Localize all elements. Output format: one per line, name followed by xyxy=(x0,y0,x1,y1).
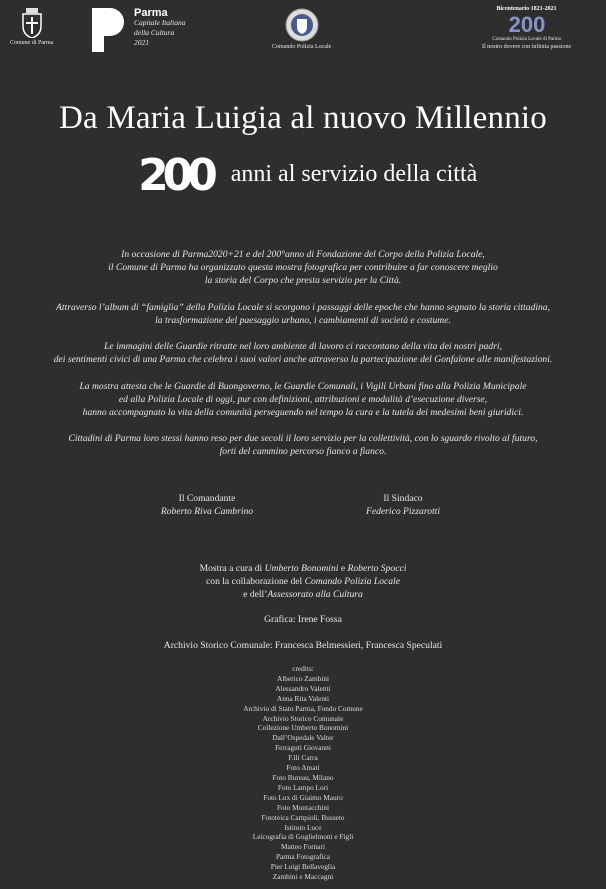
parma-p-icon xyxy=(92,8,126,52)
polizia-caption: Comando Polizia Locale xyxy=(272,44,332,50)
credit-item: Pier Luigi Bellaveglia xyxy=(270,862,336,872)
credit-item: Dall’Ospedale Valter xyxy=(272,733,334,743)
parma-title: Parma xyxy=(134,7,168,19)
credit-item: Foto Lux di Giaimo Mauro xyxy=(263,792,343,802)
archivio-credit: Archivio Storico Comunale: Francesca Belmessieri, Francesca Speculati xyxy=(163,640,443,651)
parma-capitale-cultura-logo xyxy=(92,8,185,52)
credit-item: Foto Bureau, Milano xyxy=(272,772,334,782)
intro-paragraph-3 xyxy=(0,340,606,366)
credit-item: Foto Lampo Lori xyxy=(277,782,329,792)
intro-line: Attraverso l’album di “famiglia” della Polizia Locale si scorgono i passaggi delle epoche che hanno segnato la storia cittadina, xyxy=(56,301,550,313)
intro-paragraph-5 xyxy=(0,432,606,458)
parma-year: 2021 xyxy=(134,38,149,47)
intro-line: Le immagini delle Guardie ritratte nel loro ambiente di lavoro ci raccontano della vita dei nostri padri, xyxy=(104,341,502,352)
signature-role: Il Sindaco xyxy=(383,493,423,504)
intro-line: ed alla Polizia Locale di oggi, pur con definizioni, attribuzioni e modalità d’esecuzione diverse, xyxy=(118,393,488,405)
intro-line: La mostra attesta che le Guardie di Buongoverno, le Guardie Comunali, i Vigili Urbani fino alla Polizia Municipale xyxy=(79,380,527,392)
intro-line: la trasformazione del paesaggio urbano, i cambiamenti di società e costume. xyxy=(155,314,451,326)
subtitle-text: anni al servizio della città xyxy=(230,160,478,187)
subtitle xyxy=(0,152,606,196)
curatela-line-3 xyxy=(0,588,606,601)
bicentenario-number: 200 xyxy=(508,13,545,35)
polizia-locale-logo xyxy=(272,8,331,50)
credit-item: F.lli Carra xyxy=(288,753,318,763)
subtitle-number: 200 xyxy=(137,152,212,196)
bicentenario-logo xyxy=(482,6,571,50)
intro-text xyxy=(0,248,606,472)
credit-item: Archivio Storico Comunale xyxy=(262,713,344,723)
parma-line2: della Cultura xyxy=(134,28,175,37)
signatures xyxy=(0,492,606,522)
credit-item: Istituto Luce xyxy=(284,822,322,832)
credit-item: Ferraguti Giovanni xyxy=(275,743,331,753)
curator-name: Roberto Spocci xyxy=(347,563,407,574)
intro-paragraph-1 xyxy=(0,248,606,287)
page-title: Da Maria Luigia al nuovo Millennio xyxy=(59,100,547,136)
collaborator-name: Comando Polizia Locale xyxy=(304,576,400,587)
curatela-text: con la collaborazione del xyxy=(206,576,305,587)
intro-line: forti del cammino percorso fianco a fianco. xyxy=(219,446,387,457)
curatela xyxy=(0,562,606,601)
curatela-line-1 xyxy=(0,562,606,575)
intro-line: In occasione di Parma2020+21 e del 200°anno di Fondazione del Corpo della Polizia Locale, xyxy=(121,249,485,260)
credit-item: Fototeica Campioli, Busseto xyxy=(261,812,345,822)
credit-item: Foto Amati xyxy=(286,763,320,773)
curatela-text: e xyxy=(338,563,348,574)
intro-paragraph-2 xyxy=(0,301,606,327)
signature-name: Federico Pizzarotti xyxy=(366,506,440,517)
intro-line: hanno accompagnato la vita della comunità perseguendo nel tempo la cura e la tutela dei medesimi beni giuridici. xyxy=(82,406,524,418)
credit-item: Foto Montacchini xyxy=(276,802,330,812)
parma-line1: Capitale Italiana xyxy=(134,18,186,27)
credit-item: Zambini e Maccagni xyxy=(272,872,334,882)
comune-di-parma-logo xyxy=(10,8,53,46)
credits-list xyxy=(0,664,606,882)
signature-name: Roberto Riva Cambrino xyxy=(160,506,254,517)
signature-sindaco xyxy=(327,492,479,518)
bicentenario-top: Bicentenario 1821-2021 xyxy=(496,6,557,12)
credit-item: Alessandro Valenti xyxy=(275,683,331,693)
credit-item: Leicografia di Guglielmoni e Figli xyxy=(252,832,354,842)
credit-item: Parma Fotografica xyxy=(275,852,331,862)
intro-line: Cittadini di Parma loro stessi hanno reso per due secoli il loro servizio per la collettività, con lo sguardo rivolto al futuro, xyxy=(68,433,538,444)
intro-line: il Comune di Parma ha organizzato questa mostra fotografica per contribuire a far conoscere meglio xyxy=(108,262,498,273)
curatela-text: e dell’ xyxy=(243,589,268,600)
curatela-line-2 xyxy=(0,575,606,588)
credit-item: Alberico Zambini xyxy=(276,673,330,683)
credit-item: Archivio di Stato Parma, Fondo Comune xyxy=(243,703,363,713)
curatela-text: Mostra a cura di xyxy=(199,563,265,574)
bicentenario-caption: Il nostro dovere con infinita passione xyxy=(482,44,572,50)
collaborator-name: Assessorato alla Cultura xyxy=(267,589,363,600)
credit-item: Matteo Fornari xyxy=(281,842,325,852)
comune-caption: Comune di Parma xyxy=(10,40,54,46)
polizia-badge-icon xyxy=(285,8,319,42)
grafica-credit: Grafica: Irene Fossa xyxy=(264,614,342,625)
intro-paragraph-4 xyxy=(0,380,606,419)
curator-name: Umberto Bonomini xyxy=(264,563,339,574)
credits-title: credits: xyxy=(292,664,314,673)
signature-comandante xyxy=(130,492,284,518)
signature-role: Il Comandante xyxy=(178,493,236,504)
credit-item: Anna Rita Valenti xyxy=(276,693,330,703)
intro-line: la storia del Corpo che presta servizio per la Città. xyxy=(204,275,402,286)
bicentenario-under: Comando Polizia Locale di Parma xyxy=(492,37,561,42)
bicentenario-200-mark xyxy=(499,13,555,35)
200-logo-mark xyxy=(129,152,221,196)
coat-of-arms-icon xyxy=(21,8,43,38)
intro-line: dei sentimenti civici di una Parma che celebra i suoi valori anche attraverso la partecipazione del Gonfalone alle manifestazioni. xyxy=(53,354,553,365)
credit-item: Collezione Umberto Bonomini xyxy=(257,723,349,733)
